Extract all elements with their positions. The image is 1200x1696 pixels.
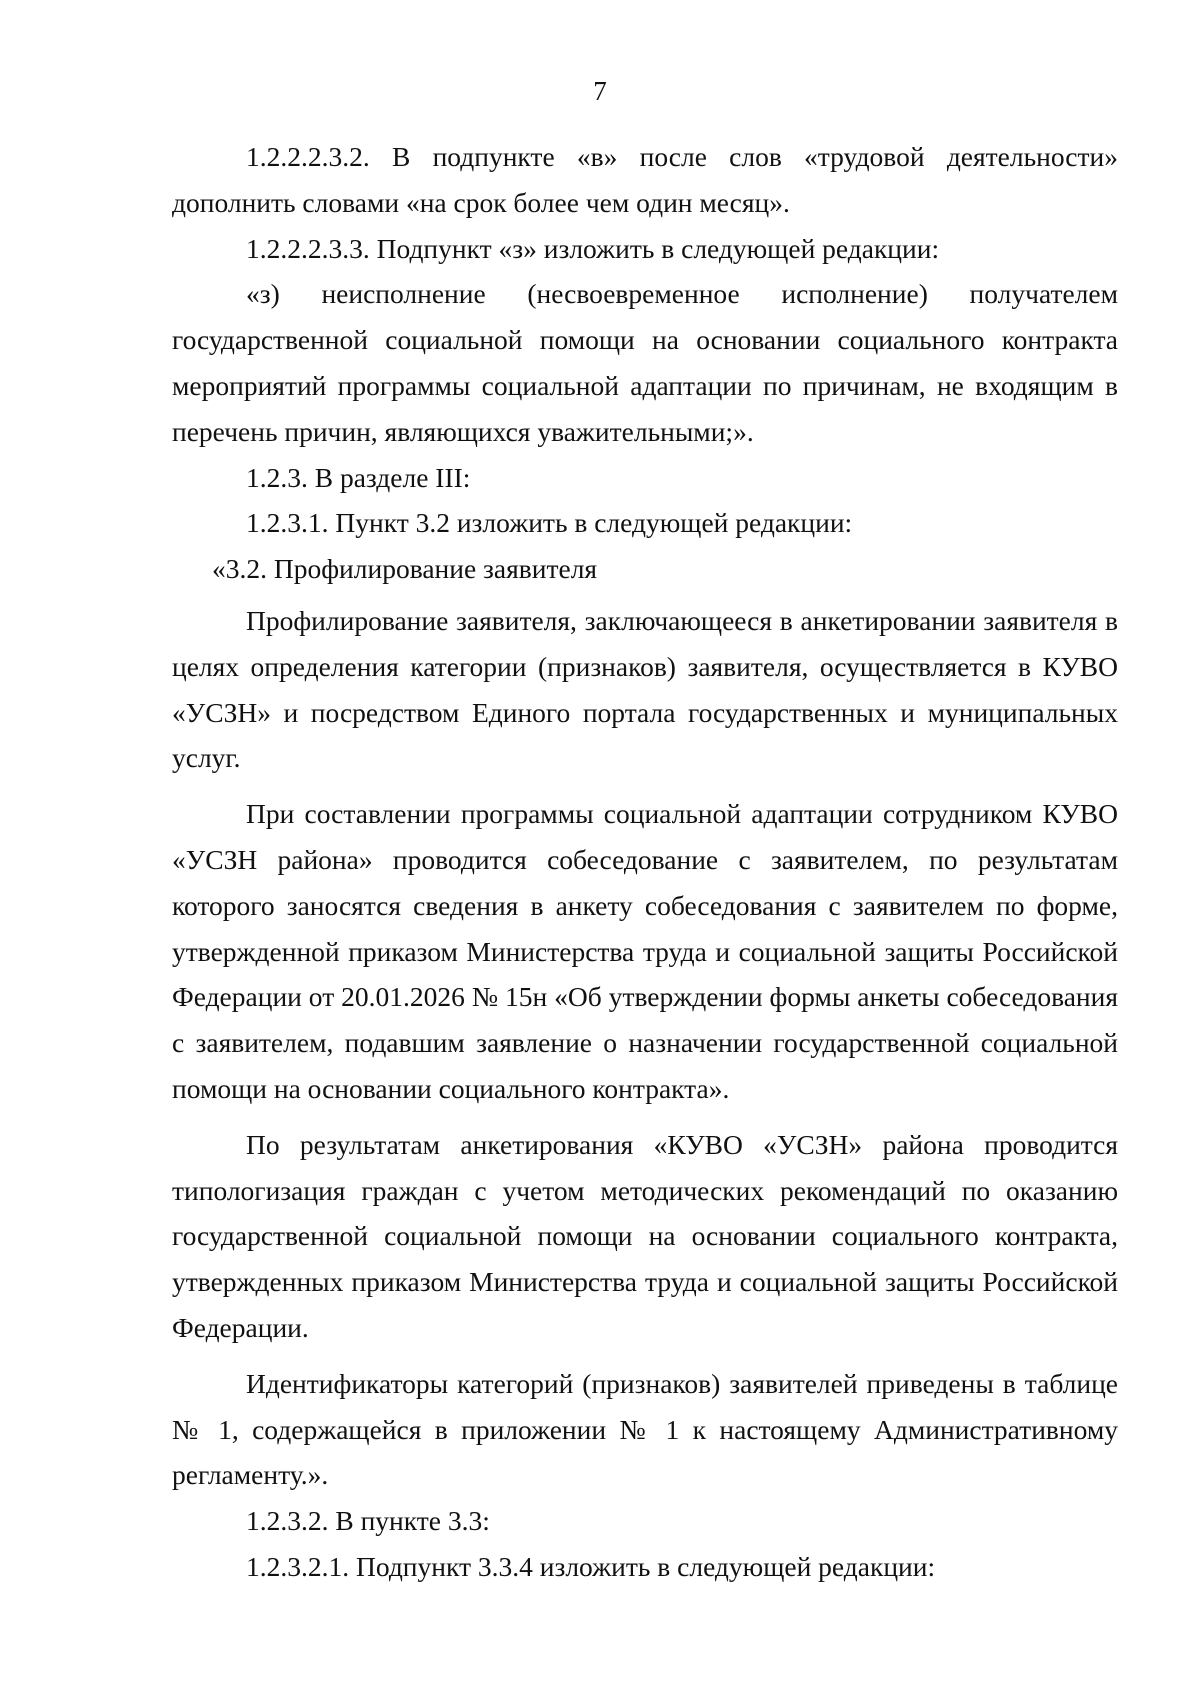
paragraph-1-2-3-2-1: 1.2.3.2.1. Подпункт 3.3.4 изложить в следующей редакции: [246, 1550, 936, 1582]
paragraph-interview: При составлении программы социальной адаптации сотрудником КУВО «УСЗН района» проводится собеседование с заявителем, по результатам которого заносятся сведения в анкету собеседования с заявителем по форме, утвержденной приказом Министерства труда и социальной защиты Российской Федерации от 20.01.2026 № 15н «Об утверждении формы анкеты собеседования с заявителем, подавшим заявление о назначении государственной социальной помощи на основании социального контракта». [172, 798, 1118, 1104]
paragraph-profiling: Профилирование заявителя, заключающееся в анкетировании заявителя в целях определения категории (признаков) заявителя, осуществляется в КУВО «УСЗН» и посредством Единого портала государственных и муниципальных услуг. [172, 604, 1118, 774]
paragraph-1-2-2-2-3-2: 1.2.2.2.3.2. В подпункте «в» после слов «трудовой деятельности» дополнить словами «на срок более чем один месяц». [172, 141, 1118, 218]
paragraph-1-2-3: 1.2.3. В разделе III: [246, 461, 471, 493]
document-body [172, 134, 1118, 1590]
paragraph-identifiers: Идентификаторы категорий (признаков) заявителей приведены в таблице № 1, содержащейся в приложении № 1 к настоящему Административному регламенту.». [172, 1367, 1118, 1491]
page-number: 7 [593, 76, 607, 106]
paragraph-1-2-3-1: 1.2.3.1. Пункт 3.2 изложить в следующей редакции: [246, 507, 853, 539]
section-heading-3-2: «3.2. Профилирование заявителя [212, 553, 598, 585]
paragraph-subitem-z: «з) неисполнение (несвоевременное исполнение) получателем государственной социальной помощи на основании социального контракта мероприятий программы социальной адаптации по причинам, не входящим в перечень причин, являющихся уважительными;». [172, 278, 1118, 447]
paragraph-1-2-3-2: 1.2.3.2. В пункте 3.3: [246, 1505, 490, 1537]
paragraph-typology: По результатам анкетирования «КУВО «УСЗН» района проводится типологизация граждан с учетом методических рекомендаций по оказанию государственной социальной помощи на основании социального контракта, утвержденных приказом Министерства труда и социальной защиты Российской Федерации. [172, 1128, 1118, 1343]
paragraph-1-2-2-2-3-3: 1.2.2.2.3.3. Подпункт «з» изложить в следующей редакции: [246, 232, 940, 264]
